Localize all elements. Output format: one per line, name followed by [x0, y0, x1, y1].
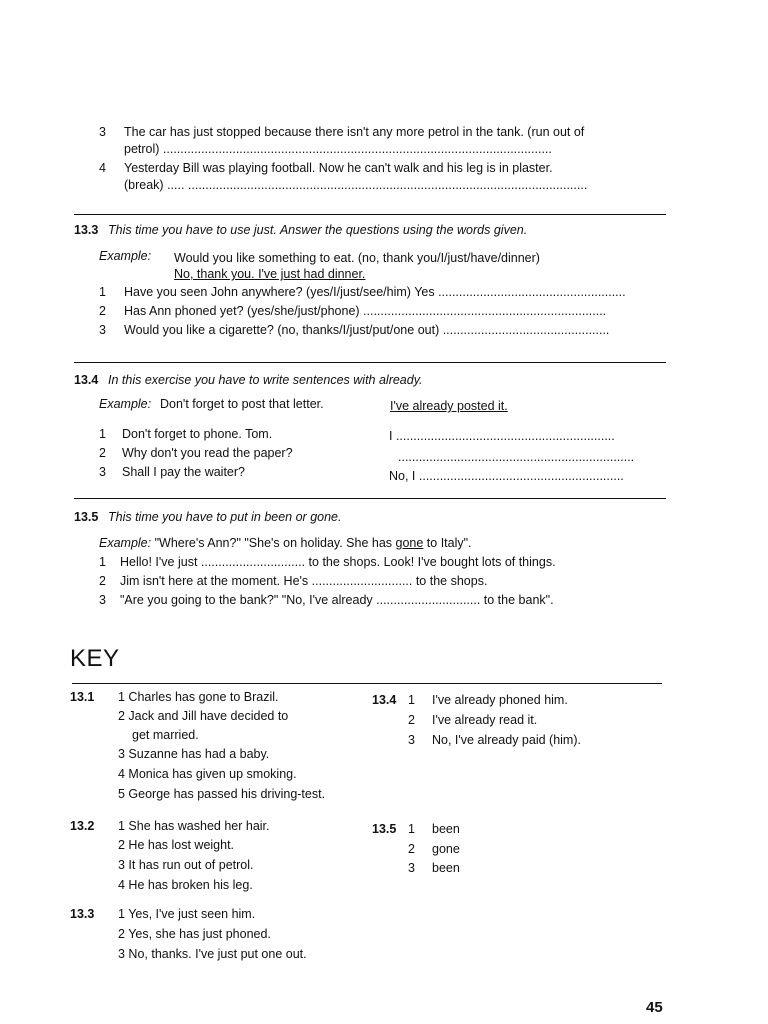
item-answer-line: (break) ..... ................................................................................................................... [124, 178, 588, 192]
example-label: Example: [99, 397, 152, 411]
item-text: Have you seen John anywhere? (yes/I/just/see/him) Yes ...................................................... [124, 285, 626, 299]
key-item-text: No, I've already paid (him). [432, 733, 581, 747]
key-line: 5 George has passed his driving-test. [118, 787, 326, 801]
example-text: Don't forget to post that letter. [160, 397, 324, 411]
key-item-text: gone [432, 842, 460, 856]
item-number: 1 [99, 555, 106, 569]
key-line: 4 Monica has given up smoking. [118, 767, 297, 781]
section-divider [74, 362, 666, 363]
key-number: 13.3 [70, 907, 95, 921]
exercise-instruction: This time you have to put in been or gone. [108, 510, 342, 524]
key-line: 2 Yes, she has just phoned. [118, 927, 271, 941]
section-divider [74, 498, 666, 499]
item-answer-line: I ............................................................... [389, 429, 615, 443]
key-divider [72, 683, 662, 684]
key-item-number: 2 [408, 713, 415, 727]
key-heading: KEY [70, 645, 120, 672]
exercise-number: 13.5 [74, 510, 99, 524]
item-number: 3 [99, 323, 106, 337]
item-text: Shall I pay the waiter? [122, 465, 245, 479]
item-answer-line: .................................................................... [398, 450, 635, 464]
item-number: 3 [99, 125, 106, 139]
item-text: "Are you going to the bank?" "No, I've already .............................. to the bank". [120, 593, 554, 607]
item-answer-line: petrol) ................................................................................................................ [124, 142, 552, 156]
item-text: Jim isn't here at the moment. He's ............................. to the shops. [120, 574, 488, 588]
key-item-number: 2 [408, 842, 415, 856]
example-gap-answer: gone [395, 536, 424, 550]
item-answer-line: No, I ........................................................... [389, 469, 624, 483]
key-line: get married. [132, 728, 199, 742]
item-text: Don't forget to phone. Tom. [122, 427, 273, 441]
item-number: 1 [99, 285, 106, 299]
key-line: 4 He has broken his leg. [118, 878, 253, 892]
item-number: 1 [99, 427, 106, 441]
exercise-instruction: This time you have to use just. Answer the questions using the words given. [108, 223, 528, 237]
key-item-text: been [432, 861, 460, 875]
key-line: 1 Yes, I've just seen him. [118, 907, 256, 921]
key-item-text: I've already read it. [432, 713, 538, 727]
key-number: 13.5 [372, 822, 397, 836]
key-number: 13.1 [70, 690, 95, 704]
key-item-number: 3 [408, 733, 415, 747]
key-item-text: I've already phoned him. [432, 693, 568, 707]
item-number: 3 [99, 593, 106, 607]
item-number: 2 [99, 304, 106, 318]
item-number: 2 [99, 446, 106, 460]
item-text: The car has just stopped because there isn't any more petrol in the tank. (run out of [124, 125, 585, 139]
item-text: Why don't you read the paper? [122, 446, 293, 460]
exercise-number: 13.3 [74, 223, 99, 237]
exercise-instruction: In this exercise you have to write sentences with already. [108, 373, 423, 387]
item-number: 3 [99, 465, 106, 479]
key-line: 3 No, thanks. I've just put one out. [118, 947, 307, 961]
example-text-end: to Italy". [423, 536, 472, 550]
example-text: "Where's Ann?" "She's on holiday. She has [154, 536, 396, 550]
key-line: 3 It has run out of petrol. [118, 858, 254, 872]
key-number: 13.4 [372, 693, 397, 707]
item-number: 2 [99, 574, 106, 588]
example-line [99, 535, 472, 551]
item-text: Has Ann phoned yet? (yes/she/just/phone) ...................................................................... [124, 304, 607, 318]
key-line: 1 Charles has gone to Brazil. [118, 690, 279, 704]
example-label: Example: [99, 536, 152, 550]
key-line: 2 He has lost weight. [118, 838, 235, 852]
example-label: Example: [99, 249, 152, 263]
key-line: 3 Suzanne has had a baby. [118, 747, 270, 761]
item-text: Yesterday Bill was playing football. Now he can't walk and his leg is in plaster. [124, 161, 553, 175]
section-divider [74, 214, 666, 215]
key-line: 1 She has washed her hair. [118, 819, 270, 833]
key-item-number: 1 [408, 693, 415, 707]
item-text: Would you like a cigarette? (no, thanks/I/just/put/one out) ................................................ [124, 323, 610, 337]
key-number: 13.2 [70, 819, 95, 833]
example-answer: No, thank you. I've just had dinner. [174, 267, 366, 281]
exercise-number: 13.4 [74, 373, 99, 387]
item-number: 4 [99, 161, 106, 175]
page-number: 45 [646, 999, 663, 1016]
key-line: 2 Jack and Jill have decided to [118, 709, 289, 723]
key-item-number: 3 [408, 861, 415, 875]
key-item-number: 1 [408, 822, 415, 836]
example-text: Would you like something to eat. (no, thank you/I/just/have/dinner) [174, 251, 540, 265]
example-answer: I've already posted it. [390, 399, 508, 413]
key-item-text: been [432, 822, 460, 836]
item-text: Hello! I've just .............................. to the shops. Look! I've bought lots of things. [120, 555, 556, 569]
